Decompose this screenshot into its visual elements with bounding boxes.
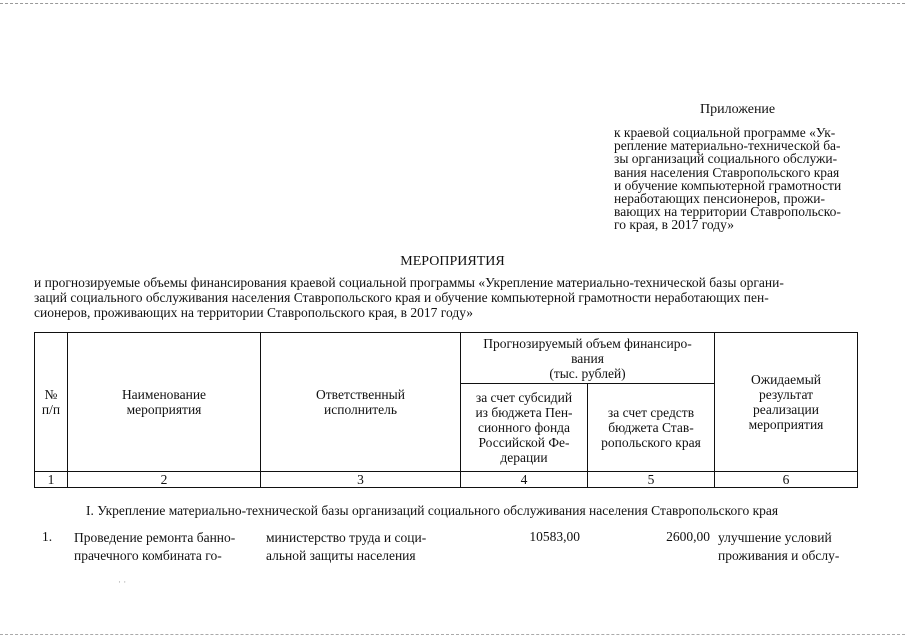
subtitle-line: заций социального обслуживания населения Ставропольского края и обучение компьютерной грамотности неработающих пен- bbox=[34, 290, 769, 305]
scan-artifact: · · bbox=[118, 577, 127, 587]
header-num: № п/п bbox=[35, 333, 68, 472]
header-result: Ожидаемый результат реализации мероприятия bbox=[715, 333, 858, 472]
header-responsible: Ответственный исполнитель bbox=[261, 333, 461, 472]
row-expected-result: улучшение условий проживания и обслу- bbox=[718, 530, 840, 563]
row-regional-amount: 2600,00 bbox=[666, 529, 710, 544]
subtitle-line: сионеров, проживающих на территории Ставропольского края, в 2017 году» bbox=[34, 305, 474, 320]
document-title: МЕРОПРИЯТИЯ bbox=[400, 254, 505, 269]
header-name: Наименование мероприятия bbox=[68, 333, 261, 472]
section-title: I. Укрепление материально-технической базы организаций социального обслуживания населения Ставропольского края bbox=[86, 503, 779, 518]
column-number: 1 bbox=[35, 472, 68, 488]
header-financing: Прогнозируемый объем финансиро- вания (тыс. рублей) bbox=[461, 333, 715, 384]
header-regional: за счет средств бюджета Став- ропольского края bbox=[588, 384, 715, 472]
header-subsidy: за счет субсидий из бюджета Пен- сионного фонда Российской Фе- дерации bbox=[461, 384, 588, 472]
row-subsidy-amount: 10583,00 bbox=[529, 529, 580, 544]
document-subtitle bbox=[34, 275, 876, 320]
appendix-line: и обучение компьютерной грамотности bbox=[614, 177, 842, 193]
row-measure-name: Проведение ремонта банно- прачечного комбината го- bbox=[74, 530, 236, 563]
top-dashed-line bbox=[0, 3, 905, 4]
appendix-line: вания населения Ставропольского края bbox=[614, 164, 840, 180]
appendix-line: к краевой социальной программе «Ук- bbox=[614, 125, 836, 140]
appendix-line: го края, в 2017 году» bbox=[614, 217, 734, 233]
appendix-line: репление материально-технической ба- bbox=[614, 138, 841, 154]
measures-table bbox=[34, 332, 858, 488]
appendix-text bbox=[614, 126, 876, 232]
appendix-line: вающих на территории Ставропольско- bbox=[614, 204, 841, 220]
bottom-dashed-line bbox=[0, 634, 905, 635]
subtitle-line: и прогнозируемые объемы финансирования краевой социальной программы «Укрепление материально-технической базы органи- bbox=[34, 275, 784, 290]
column-number: 3 bbox=[261, 472, 461, 488]
appendix-title: Приложение bbox=[700, 102, 776, 117]
appendix-line: неработающих пенсионеров, прожи- bbox=[614, 191, 825, 207]
column-number: 5 bbox=[588, 472, 715, 488]
appendix-line: зы организаций социального обслужи- bbox=[614, 151, 838, 167]
column-number: 6 bbox=[715, 472, 858, 488]
column-number: 4 bbox=[461, 472, 588, 488]
row-number: 1. bbox=[42, 529, 53, 544]
row-responsible: министерство труда и соци- альной защиты населения bbox=[266, 530, 427, 563]
column-number: 2 bbox=[68, 472, 261, 488]
